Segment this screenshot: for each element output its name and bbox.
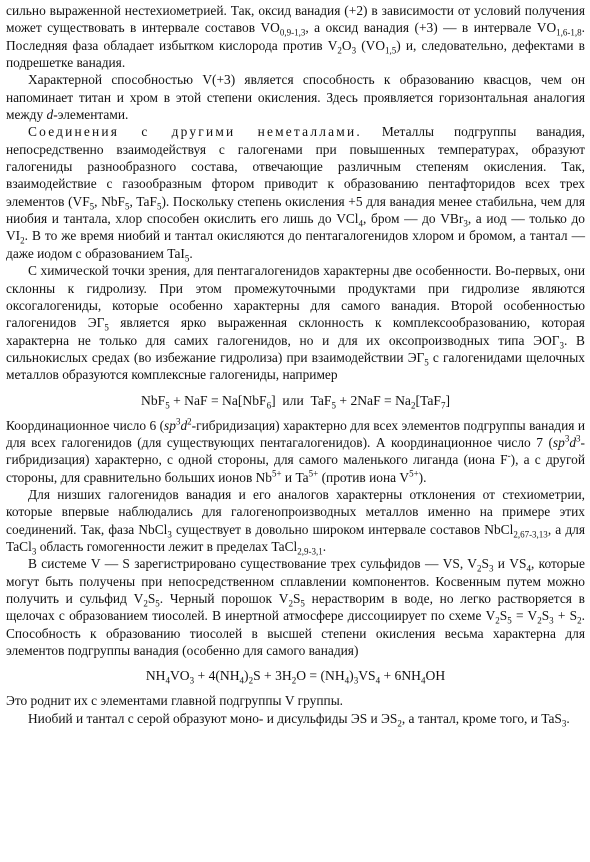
paragraph-sulfides: В системе V — S зарегистрировано существование трех сульфидов — VS, $V_2S_3$ и $VS_4$, которые могут быть получены при непосредственном сплавлении компонентов. Косвенным путем можно получить и сульфид $V_2S_5$. Черный порошок $V_2S_5$ нерастворим в воде, но легко растворяется в щелочах с образованием тиосолей. В инертной атмосфере диссоциирует по схеме $V_2S_5 = V_2S_3 + S_2$. Способность к образованию тиосолей в высшей степени окисления весьма характерна для элементов подгруппы ванадия (особенно для самого ванадия): [6, 556, 585, 659]
equation-thiosalt: $NH_4VO_3 + 4(NH_4)_2S + 3H_2O = (NH_4)_3VS_4 + 6NH_4OH$: [145, 668, 446, 687]
paragraph-coordination-number: Координационное число 6 $(sp^3d^2-гибридизация)$ характерно для всех элементов подгруппы ванадия и для всех галогенидов (для существующих пентагалогенидов). А координационное число 7 $(sp^3d^3-гибридизация)$ характерно, с одной стороны, для самого маленького лиганда (иона F-), а с другой стороны, для сравнительно больших ионов $Nb^{5+}$ и $Ta^{5+}$ (против иона $V^{5+}$).: [6, 416, 586, 485]
section-heading-nonmetals: Соединения с другими неметаллами.: [28, 124, 362, 140]
paragraph-oxide-nonstoichiometry: сильно выраженной нестехиометрией. Так, оксид ванадия (+2) в зависимости от условий получения может существовать в интервале составов $VO_{0,9-1,3}$, а оксид ванадия (+3) — в интервале $VO_{1,6-1,8}$. Последняя фаза обладает избытком кислорода против $V_2O_3$ $(VO_{1,5})$ и, следовательно, дефектами в подрешетке ванадия.: [6, 3, 585, 71]
paragraph-pentahalides: С химической точки зрения, для пентагалогенидов характерны две особенности. Во-первых, они склонны к гидролизу. При этом промежуточными продуктами при гидролизе являются оксогалогениды, которые особенно характерны для самого ванадия. Второй особенностью галогенидов $ЭГ_5$ является ярко выраженная склонность к комплексообразованию, которая характерна не только для самих галогенидов, но и для их оксопроизводных типа $ЭОГ_3$. В сильнокислых средах (во избежание гидролиза) при взаимодействии $ЭГ_5$ с галогенидами щелочных металлов образуются комплексные галогениды, например: [6, 263, 585, 383]
paragraph-alums: Характерной способностью V(+3) является способность к образованию квасцов, чем он напоминает титан и хром в этой степени окисления. Здесь проявляется горизонтальная аналогия между d-элементами.: [6, 72, 585, 123]
paragraph-main-subgroup: Это роднит их с элементами главной подгруппы V группы.: [6, 693, 344, 709]
paragraph-halogen-compounds: [6, 123, 585, 262]
paragraph-halogen-compounds-body: Металлы подгруппы ванадия, непосредственно взаимодействуя с галогенами при повышенных температурах, образуют галогениды разнообразного состава, отвечающие различным степеням окисления. Так, взаимодействие с газообразным фтором приводит к образованию пентафторидов всех трех элементов ($VF_5$, NbF$_5$, TaF$_5$). Поскольку степень окисления +5 для ванадия менее стабильна, чем для ниобия и тантала, хлор способен окислить его лишь до VCl$_4$, бром — до VBr$_3$, а иод — только до $VI_2$. В то же время ниобий и тантал окисляются до пентагалогенидов хлором и бромом, а тантал — даже иодом с образованием TaI$_5$.: [6, 124, 585, 264]
paragraph-niobium-tantalum-sulfides: Ниобий и тантал с серой образуют моно- и дисульфиды ЭS и $ЭS_2$, а тантал, кроме того, и TaS$_3$.: [28, 710, 570, 729]
equation-complex-fluorides: NbF$_5$ + NaF = Na[NbF$_6$] или $TaF_5 + 2NaF = Na_2[TaF_7]$: [141, 392, 450, 411]
paragraph-lower-halides: Для низших галогенидов ванадия и его аналогов характерны отклонения от стехиометрии, которые впервые наблюдались для галогенопроизводных металлов именно на примере этих соединений. Так, фаза NbCl$_3$ существует в довольно широком интервале составов NbCl$_{2,67-3,13}$, а для TaCl$_3$ область гомогенности лежит в пределах TaCl$_{2,9-3,1}$.: [6, 486, 585, 557]
